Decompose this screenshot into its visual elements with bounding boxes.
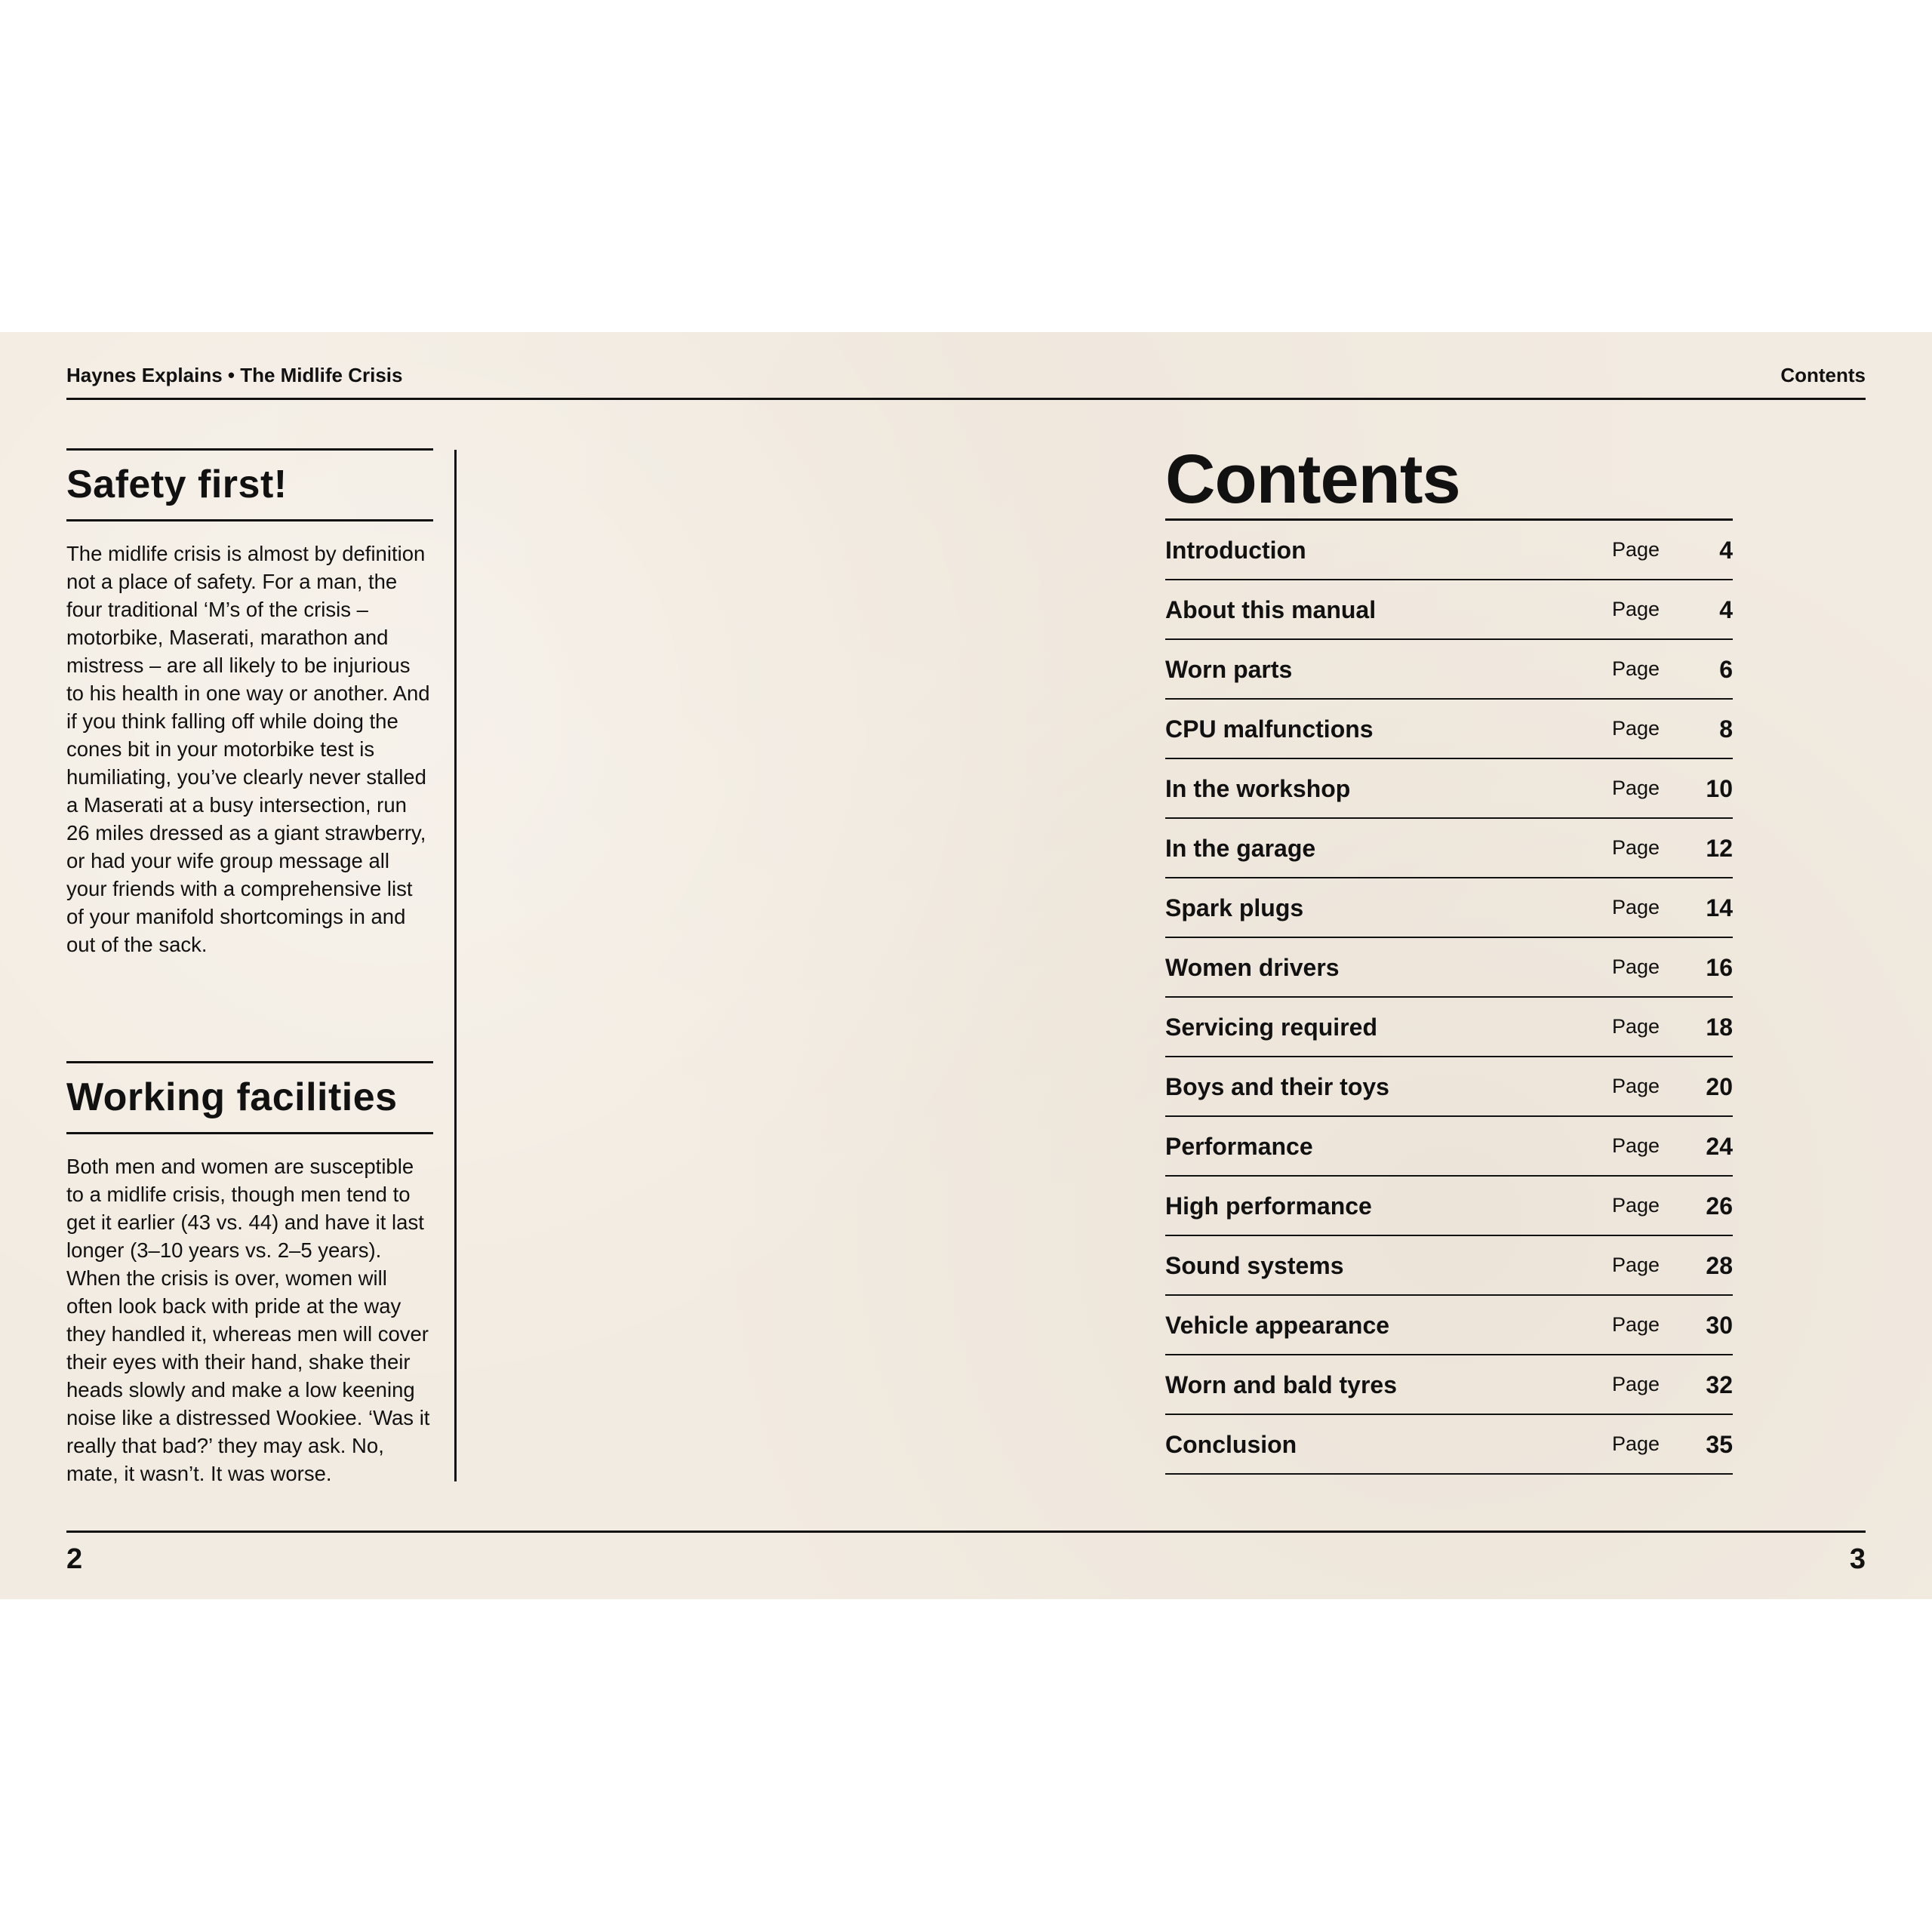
toc-row xyxy=(1165,580,1733,640)
toc-page-label: Page xyxy=(1612,1134,1660,1157)
page-number-left: 2 xyxy=(66,1543,83,1575)
toc-entry-title: In the garage xyxy=(1165,835,1316,862)
toc-row xyxy=(1165,521,1733,580)
toc-page-label: Page xyxy=(1612,1075,1660,1097)
toc-page-number: 30 xyxy=(1706,1312,1733,1339)
toc-entry-title: Worn parts xyxy=(1165,656,1293,683)
running-head xyxy=(66,364,1866,400)
toc-row xyxy=(1165,759,1733,819)
toc-entry-title: Servicing required xyxy=(1165,1014,1377,1041)
toc-page-label: Page xyxy=(1612,777,1660,799)
toc-entry-title: Boys and their toys xyxy=(1165,1073,1389,1100)
toc-row xyxy=(1165,1355,1733,1415)
safety-body: The midlife crisis is almost by definition not a place of safety. For a man, the four traditional ‘M’s of the crisis – motorbike, Maserati, marathon and mistress – are all likely to be injurious to his health in one way or another. And if you think falling off while doing the cones bit in your motorbike test is humiliating, you’ve clearly never stalled a Maserati at a busy intersection, run 26 miles dressed as a giant strawberry, or had your wife group message all your friends with a comprehensive list of your manifold shortcomings in and out of the sack. xyxy=(66,542,430,956)
toc-entry-title: Women drivers xyxy=(1165,954,1340,981)
toc-page-label: Page xyxy=(1612,896,1660,918)
toc-page-number: 20 xyxy=(1706,1073,1733,1100)
book-spread xyxy=(0,332,1932,1599)
toc-page-label: Page xyxy=(1612,538,1660,561)
working-heading: Working facilities xyxy=(66,1063,433,1134)
toc-page-number: 10 xyxy=(1706,775,1733,802)
running-head-section: Contents xyxy=(1780,364,1866,386)
contents-panel xyxy=(1165,438,1733,1475)
toc-row xyxy=(1165,1236,1733,1296)
toc-page-label: Page xyxy=(1612,955,1660,978)
toc-page-label: Page xyxy=(1612,1373,1660,1395)
toc-entry-title: High performance xyxy=(1165,1192,1372,1220)
toc-page-number: 6 xyxy=(1719,656,1733,683)
toc-row xyxy=(1165,998,1733,1057)
toc-row xyxy=(1165,640,1733,700)
toc-page-number: 32 xyxy=(1706,1371,1733,1398)
toc-row xyxy=(1165,819,1733,878)
toc-page-number: 14 xyxy=(1706,894,1733,921)
toc-page-label: Page xyxy=(1612,1313,1660,1336)
toc-row xyxy=(1165,1057,1733,1117)
toc-page-number: 24 xyxy=(1706,1133,1733,1160)
toc-entry-title: In the workshop xyxy=(1165,775,1351,802)
working-body: Both men and women are susceptible to a midlife crisis, though men tend to get it earlier (43 vs. 44) and have it last longer (3–10 years vs. 2–5 years). When the crisis is over, women will often look back with pride at the way they handled it, whereas men will cover their eyes with their hand, shake their heads slowly and make a low keening noise like a distressed Wookiee. ‘Was it really that bad?’ they may ask. No, mate, it wasn’t. It was worse. xyxy=(66,1155,430,1485)
toc-entry-title: Spark plugs xyxy=(1165,894,1304,921)
toc-page-number: 28 xyxy=(1706,1252,1733,1279)
toc-entry-title: Sound systems xyxy=(1165,1252,1344,1279)
toc-page-number: 16 xyxy=(1706,954,1733,981)
toc-page-label: Page xyxy=(1612,1015,1660,1038)
contents-title: Contents xyxy=(1165,438,1733,521)
toc-page-number: 4 xyxy=(1719,537,1733,564)
running-head-title: Haynes Explains • The Midlife Crisis xyxy=(66,364,403,386)
toc-entry-title: Worn and bald tyres xyxy=(1165,1371,1398,1398)
toc-page-number: 18 xyxy=(1706,1014,1733,1041)
safety-heading: Safety first! xyxy=(66,451,433,521)
sidebar-divider xyxy=(454,450,457,1481)
toc-row xyxy=(1165,938,1733,998)
toc-entry-title: Introduction xyxy=(1165,537,1306,564)
toc-row xyxy=(1165,1415,1733,1475)
toc-page-label: Page xyxy=(1612,717,1660,740)
toc-page-number: 4 xyxy=(1719,596,1733,623)
safety-box xyxy=(66,448,433,958)
toc-entry-title: Vehicle appearance xyxy=(1165,1312,1390,1339)
toc-row xyxy=(1165,1296,1733,1355)
toc-row xyxy=(1165,700,1733,759)
toc-entry-title: Conclusion xyxy=(1165,1431,1297,1458)
toc-page-label: Page xyxy=(1612,1254,1660,1276)
working-box xyxy=(66,1061,433,1487)
toc-page-label: Page xyxy=(1612,836,1660,859)
toc-entry-title: Performance xyxy=(1165,1133,1313,1160)
toc-page-label: Page xyxy=(1612,1194,1660,1217)
toc-page-label: Page xyxy=(1612,598,1660,620)
toc-page-label: Page xyxy=(1612,657,1660,680)
toc-entry-title: About this manual xyxy=(1165,596,1377,623)
toc-page-number: 8 xyxy=(1719,715,1733,743)
toc-page-number: 12 xyxy=(1706,835,1733,862)
toc-row xyxy=(1165,1117,1733,1177)
page-number-right: 3 xyxy=(1849,1543,1866,1575)
footer-rule xyxy=(66,1531,1866,1533)
toc-row xyxy=(1165,878,1733,938)
toc-entry-title: CPU malfunctions xyxy=(1165,715,1374,743)
toc-page-number: 26 xyxy=(1706,1192,1733,1220)
toc-list xyxy=(1165,521,1733,1475)
toc-row xyxy=(1165,1177,1733,1236)
toc-page-number: 35 xyxy=(1706,1431,1733,1458)
toc-page-label: Page xyxy=(1612,1432,1660,1455)
